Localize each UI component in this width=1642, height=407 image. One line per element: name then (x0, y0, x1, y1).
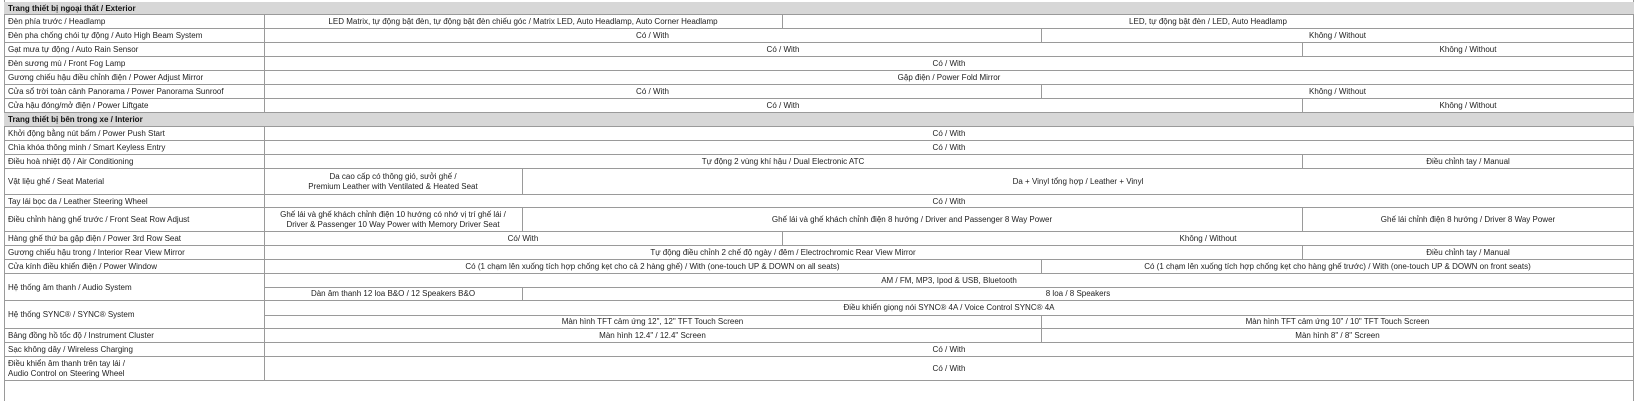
table-row (4, 329, 1634, 343)
row-label: Đèn sương mù / Front Fog Lamp (8, 59, 126, 68)
value-cell: Có / With (766, 45, 800, 54)
value-cell: Da + Vinyl tổng hợp / Leather + Vinyl (1012, 177, 1144, 186)
row-label: Hệ thống âm thanh / Audio System (8, 283, 132, 292)
value-cell: LED Matrix, tự động bật đèn, tự động bật đèn chiếu góc / Matrix LED, Auto Headlamp, Auto Corner Headlamp (328, 17, 718, 26)
column-divider (522, 287, 523, 301)
table-row (4, 357, 1634, 381)
text-line: Da cao cấp có thông gió, sưởi ghế / (329, 172, 457, 181)
value-cell: Không / Without (1439, 45, 1497, 54)
value-cell: AM / FM, MP3, Ipod & USB, Bluetooth (881, 276, 1017, 285)
value-cell: Màn hình TFT cảm ứng 12", 12" TFT Touch Screen (561, 317, 744, 326)
row-label: Tay lái bọc da / Leather Steering Wheel (8, 197, 148, 206)
row-label: Sạc không dây / Wireless Charging (8, 345, 133, 354)
value-cell: Có / With (932, 197, 966, 206)
value-cell: Màn hình 12.4" / 12.4" Screen (599, 331, 706, 340)
table-row (4, 246, 1634, 260)
table-row (4, 43, 1634, 57)
table-row (4, 127, 1634, 141)
column-divider (1041, 85, 1042, 99)
table-row (4, 99, 1634, 113)
row-label: Gạt mưa tự động / Auto Rain Sensor (8, 45, 139, 54)
text-line: Audio Control on Steering Wheel (8, 369, 125, 378)
row-label: Khởi động bằng nút bấm / Power Push Start (8, 129, 165, 138)
row-label: Cửa sổ trời toàn cảnh Panorama / Power Panorama Sunroof (8, 87, 224, 96)
value-cell: Màn hình TFT cảm ứng 10" / 10" TFT Touch Screen (1245, 317, 1430, 326)
value-cell: Có / With (932, 143, 966, 152)
row-label: Điều chỉnh hàng ghế trước / Front Seat Row Adjust (8, 215, 190, 224)
value-cell: Có / With (932, 364, 966, 373)
table-row (4, 208, 1634, 232)
table-row (4, 232, 1634, 246)
section-title: Trang thiết bị bên trong xe / Interior (8, 115, 143, 124)
column-divider (1041, 260, 1042, 274)
value-cell: Ghế lái và ghế khách chỉnh điện 8 hướng / Driver and Passenger 8 Way Power (771, 215, 1053, 224)
table-row (4, 195, 1634, 208)
column-divider (1302, 99, 1303, 113)
table-row (4, 155, 1634, 169)
row-label: Gương chiếu hậu điều chỉnh điện / Power Adjust Mirror (8, 73, 204, 82)
column-divider (1302, 155, 1303, 169)
column-divider (1041, 329, 1042, 343)
text-line: Driver & Passenger 10 Way Power with Memory Driver Seat (286, 220, 500, 229)
text-line: Ghế lái và ghế khách chỉnh điện 10 hướng có nhớ vị trí ghế lái / (280, 210, 506, 219)
column-divider (1041, 315, 1042, 329)
column-divider (1041, 29, 1042, 43)
value-cell: Dàn âm thanh 12 loa B&O / 12 Speakers B&O (310, 289, 476, 298)
sub-row-divider (264, 287, 1634, 288)
row-label: Điều hoà nhiệt độ / Air Conditioning (8, 157, 134, 166)
value-cell: LED, tự động bật đèn / LED, Auto Headlamp (1129, 17, 1287, 26)
value-cell: Ghế lái chỉnh điện 8 hướng / Driver 8 Way Power (1380, 215, 1556, 224)
row-label: Cửa hậu đóng/mở điện / Power Liftgate (8, 101, 149, 110)
table-row (4, 57, 1634, 71)
value-cell: Có (1 chạm lên xuống tích hợp chống kẹt cho hàng ghế trước) / With (one-touch UP & DOWN on front seats) (1144, 262, 1531, 271)
column-divider (522, 169, 523, 195)
exterior-section-header (4, 2, 1634, 15)
value-cell (264, 172, 522, 192)
table-row (4, 85, 1634, 99)
value-cell: Có / With (766, 101, 800, 110)
interior-section-header (4, 113, 1634, 127)
value-cell: 8 loa / 8 Speakers (1045, 289, 1111, 298)
value-cell: Điều chỉnh tay / Manual (1426, 157, 1510, 166)
column-divider (782, 232, 783, 246)
value-cell: Điều khiển giọng nói SYNC® 4A / Voice Control SYNC® 4A (843, 303, 1055, 312)
table-row (4, 169, 1634, 195)
value-cell: Có / With (636, 31, 669, 40)
row-label: Hàng ghế thứ ba gập điện / Power 3rd Row Seat (8, 234, 182, 243)
table-row (4, 141, 1634, 155)
table-row (4, 15, 1634, 29)
value-cell: Có / With (932, 129, 966, 138)
column-divider (1302, 246, 1303, 260)
column-divider (1302, 208, 1303, 232)
table-row (4, 29, 1634, 43)
value-cell: Gập điện / Power Fold Mirror (897, 73, 1001, 82)
column-divider (782, 15, 783, 29)
table-row (4, 260, 1634, 274)
row-label (8, 359, 125, 379)
value-cell: Không / Without (1439, 101, 1497, 110)
row-label: Đèn phía trước / Headlamp (8, 17, 106, 26)
row-label: Bảng đồng hồ tốc độ / Instrument Cluster (8, 331, 154, 340)
value-cell: Có / With (932, 345, 966, 354)
value-cell: Điều chỉnh tay / Manual (1426, 248, 1510, 257)
row-label: Vật liệu ghế / Seat Material (8, 177, 105, 186)
value-cell: Màn hình 8" / 8" Screen (1295, 331, 1380, 340)
value-cell: Tự động 2 vùng khí hậu / Dual Electronic ATC (701, 157, 865, 166)
value-cell: Có / With (932, 59, 966, 68)
table-row (4, 343, 1634, 357)
text-line: Premium Leather with Ventilated & Heated Seat (308, 182, 478, 191)
row-label: Hệ thống SYNC® / SYNC® System (8, 310, 135, 319)
value-cell: Không / Without (1179, 234, 1237, 243)
value-cell: Tự động điều chỉnh 2 chế độ ngày / đêm / Electrochromic Rear View Mirror (650, 248, 916, 257)
column-divider (522, 208, 523, 232)
section-title: Trang thiết bị ngoại thất / Exterior (8, 4, 136, 13)
value-cell: Có / With (636, 87, 669, 96)
value-cell: Có (1 chạm lên xuống tích hợp chống kẹt cho cả 2 hàng ghế) / With (one-touch UP & DOWN on all seats) (465, 262, 840, 271)
sub-row-divider (264, 315, 1634, 316)
row-label: Cửa kính điều khiển điện / Power Window (8, 262, 157, 271)
text-line: Điều khiển âm thanh trên tay lái / (8, 359, 125, 368)
table-row (4, 71, 1634, 85)
row-label: Gương chiếu hậu trong / Interior Rear View Mirror (8, 248, 185, 257)
column-divider (1302, 43, 1303, 57)
row-label: Đèn pha chống chói tự động / Auto High Beam System (8, 31, 203, 40)
value-cell: Không / Without (1309, 87, 1366, 96)
value-cell: Có/ With (507, 234, 539, 243)
table-row (4, 274, 1634, 301)
value-cell: Không / Without (1309, 31, 1366, 40)
row-label: Chìa khóa thông minh / Smart Keyless Entry (8, 143, 166, 152)
table-row (4, 301, 1634, 329)
value-cell (264, 210, 522, 230)
